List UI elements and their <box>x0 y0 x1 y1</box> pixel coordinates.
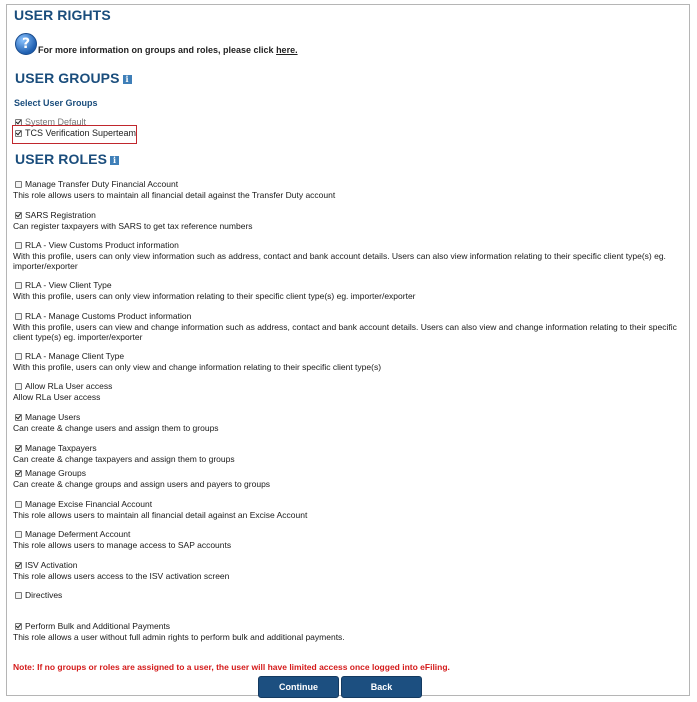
role-checkbox[interactable] <box>15 282 22 289</box>
role-name: RLA - View Client Type <box>25 280 112 290</box>
role-description: Can register taxpayers with SARS to get tax reference numbers <box>13 220 253 231</box>
group-label: System Default <box>25 117 87 127</box>
role-checkbox[interactable] <box>15 623 22 630</box>
group-label: TCS Verification Superteam <box>25 128 137 138</box>
role-item[interactable] <box>13 280 683 301</box>
role-name: Manage Groups <box>25 468 86 478</box>
role-description: Allow RLa User access <box>13 391 101 402</box>
role-item[interactable] <box>13 499 683 520</box>
role-name-line[interactable] <box>13 412 683 423</box>
role-checkbox[interactable] <box>15 181 22 188</box>
user-roles-heading <box>15 151 119 167</box>
role-name-line[interactable] <box>13 179 683 190</box>
role-checkbox[interactable] <box>15 501 22 508</box>
role-item[interactable] <box>13 468 683 489</box>
role-description: This role allows users access to the ISV activation screen <box>13 570 230 581</box>
role-name: Manage Transfer Duty Financial Account <box>25 179 179 189</box>
role-description: This role allows users to maintain all financial detail against the Transfer Duty account <box>13 189 336 200</box>
role-item[interactable] <box>13 412 683 433</box>
role-item[interactable] <box>13 240 683 272</box>
role-name-line[interactable] <box>13 240 683 251</box>
role-item[interactable] <box>13 210 683 231</box>
role-item[interactable] <box>13 179 683 200</box>
role-name: Perform Bulk and Additional Payments <box>25 621 171 631</box>
role-description: This role allows a user without full admin rights to perform bulk and additional payments. <box>13 631 345 642</box>
role-name-line[interactable] <box>13 529 683 540</box>
role-checkbox[interactable] <box>15 242 22 249</box>
help-message: For more information on groups and roles, please click <box>38 45 277 55</box>
role-name-line[interactable] <box>13 590 683 601</box>
role-checkbox[interactable] <box>15 414 22 421</box>
role-name-line[interactable] <box>13 621 683 632</box>
role-checkbox[interactable] <box>15 445 22 452</box>
role-name: RLA - Manage Client Type <box>25 351 125 361</box>
help-text <box>38 45 298 55</box>
select-groups-label: Select User Groups <box>14 98 98 108</box>
role-description: With this profile, users can only view information such as address, contact and bank account details. Users can also view information relating to their specific client type(s) eg. importer/exporter <box>13 250 666 271</box>
role-description: With this profile, users can view and change information such as address, contact and bank account details. Users can also view and change information relating to their specific client type(s) eg. importer/exporter <box>13 321 677 342</box>
role-name-line[interactable] <box>13 280 683 291</box>
group-highlight-box <box>12 125 137 144</box>
role-item[interactable] <box>13 443 683 464</box>
role-name-line[interactable] <box>13 210 683 221</box>
role-description: With this profile, users can only view information relating to their specific client type(s) eg. importer/exporter <box>13 290 416 301</box>
role-name: RLA - View Customs Product information <box>25 240 179 250</box>
role-item[interactable] <box>13 351 683 372</box>
user-groups-heading <box>15 70 132 86</box>
help-icon: ? <box>15 33 37 55</box>
user-roles-title: USER ROLES <box>15 151 108 167</box>
role-description: Can create & change taxpayers and assign them to groups <box>13 453 235 464</box>
role-name: Manage Deferment Account <box>25 529 131 539</box>
role-item[interactable] <box>13 590 683 601</box>
role-name-line[interactable] <box>13 381 683 392</box>
role-name-line[interactable] <box>13 499 683 510</box>
help-link[interactable]: here. <box>276 45 298 55</box>
role-name: SARS Registration <box>25 210 96 220</box>
role-checkbox[interactable] <box>15 383 22 390</box>
role-checkbox[interactable] <box>15 353 22 360</box>
role-name: Allow RLa User access <box>25 381 113 391</box>
user-groups-title: USER GROUPS <box>15 70 120 86</box>
role-name: Directives <box>25 590 63 600</box>
role-name-line[interactable] <box>13 311 683 322</box>
role-name-line[interactable] <box>13 351 683 362</box>
role-item[interactable] <box>13 560 683 581</box>
role-checkbox[interactable] <box>15 470 22 477</box>
role-checkbox[interactable] <box>15 562 22 569</box>
role-name-line[interactable] <box>13 560 683 571</box>
role-name: ISV Activation <box>25 560 78 570</box>
info-icon[interactable]: i <box>110 156 119 165</box>
role-name-line[interactable] <box>13 443 683 454</box>
role-name: Manage Excise Financial Account <box>25 499 153 509</box>
role-item[interactable] <box>13 529 683 550</box>
role-description: This role allows users to manage access to SAP accounts <box>13 539 232 550</box>
role-item[interactable] <box>13 311 683 343</box>
role-description: With this profile, users can only view and change information relating to their specific client type(s) <box>13 361 382 372</box>
role-name-line[interactable] <box>13 468 683 479</box>
role-description: Can create & change groups and assign users and payers to groups <box>13 478 271 489</box>
role-checkbox[interactable] <box>15 592 22 599</box>
role-item[interactable] <box>13 381 683 402</box>
role-checkbox[interactable] <box>15 212 22 219</box>
role-name: RLA - Manage Customs Product information <box>25 311 192 321</box>
role-item[interactable] <box>13 621 683 642</box>
user-rights-panel <box>6 4 690 696</box>
page-title: USER RIGHTS <box>14 7 111 23</box>
role-checkbox[interactable] <box>15 531 22 538</box>
role-name: Manage Taxpayers <box>25 443 97 453</box>
role-checkbox[interactable] <box>15 313 22 320</box>
role-description: Can create & change users and assign them to groups <box>13 422 219 433</box>
back-button[interactable]: Back <box>341 676 422 698</box>
continue-button[interactable]: Continue <box>258 676 339 698</box>
role-description: This role allows users to maintain all financial detail against an Excise Account <box>13 509 308 520</box>
access-note: Note: If no groups or roles are assigned to a user, the user will have limited access once logged into eFiling. <box>13 662 450 672</box>
info-icon[interactable]: i <box>123 75 132 84</box>
role-name: Manage Users <box>25 412 81 422</box>
